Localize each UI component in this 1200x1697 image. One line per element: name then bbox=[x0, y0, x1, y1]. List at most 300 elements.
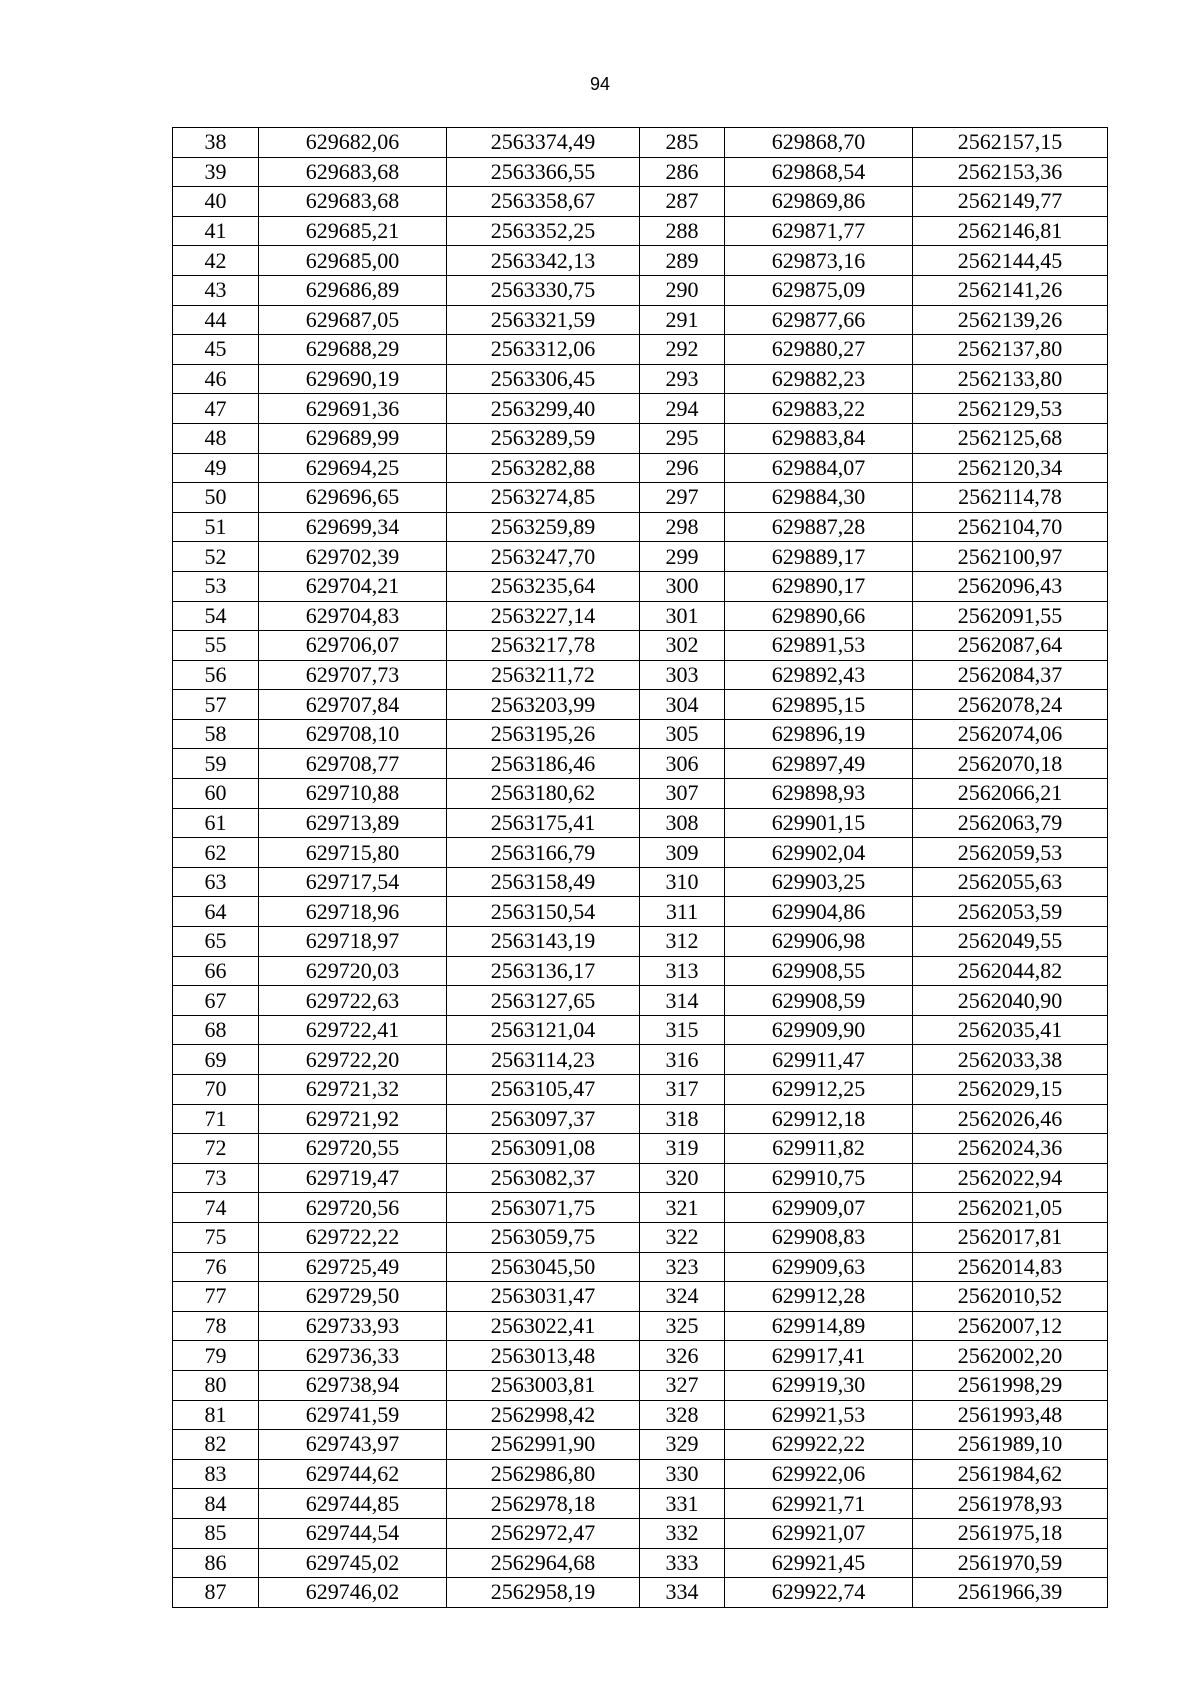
table-row bbox=[173, 1370, 1108, 1400]
page-number: 94 bbox=[589, 74, 611, 94]
y-coordinate-cell: 2562146,81 bbox=[913, 216, 1108, 246]
x-coordinate-cell: 629891,53 bbox=[725, 631, 913, 661]
table-row bbox=[173, 246, 1108, 276]
y-coordinate-cell: 2563166,79 bbox=[447, 838, 640, 868]
y-coordinate-cell: 2563321,59 bbox=[447, 305, 640, 335]
y-coordinate-cell: 2563299,40 bbox=[447, 394, 640, 424]
point-number-cell: 86 bbox=[173, 1548, 259, 1578]
table-row bbox=[173, 690, 1108, 720]
point-number-cell: 84 bbox=[173, 1489, 259, 1519]
x-coordinate-cell: 629908,83 bbox=[725, 1222, 913, 1252]
y-coordinate-cell: 2563217,78 bbox=[447, 631, 640, 661]
y-coordinate-cell: 2562017,81 bbox=[913, 1222, 1108, 1252]
table-row bbox=[173, 808, 1108, 838]
y-coordinate-cell: 2562104,70 bbox=[913, 512, 1108, 542]
y-coordinate-cell: 2563082,37 bbox=[447, 1163, 640, 1193]
y-coordinate-cell: 2563330,75 bbox=[447, 275, 640, 305]
point-number-cell: 319 bbox=[640, 1134, 725, 1164]
x-coordinate-cell: 629682,06 bbox=[259, 128, 447, 158]
x-coordinate-cell: 629725,49 bbox=[259, 1252, 447, 1282]
y-coordinate-cell: 2562141,26 bbox=[913, 275, 1108, 305]
point-number-cell: 311 bbox=[640, 897, 725, 927]
point-number-cell: 75 bbox=[173, 1222, 259, 1252]
point-number-cell: 38 bbox=[173, 128, 259, 158]
point-number-cell: 322 bbox=[640, 1222, 725, 1252]
x-coordinate-cell: 629911,47 bbox=[725, 1045, 913, 1075]
x-coordinate-cell: 629921,53 bbox=[725, 1400, 913, 1430]
y-coordinate-cell: 2562157,15 bbox=[913, 128, 1108, 158]
y-coordinate-cell: 2562002,20 bbox=[913, 1341, 1108, 1371]
point-number-cell: 48 bbox=[173, 423, 259, 453]
y-coordinate-cell: 2562063,79 bbox=[913, 808, 1108, 838]
x-coordinate-cell: 629917,41 bbox=[725, 1341, 913, 1371]
point-number-cell: 80 bbox=[173, 1370, 259, 1400]
y-coordinate-cell: 2562084,37 bbox=[913, 660, 1108, 690]
table-row bbox=[173, 1430, 1108, 1460]
y-coordinate-cell: 2563071,75 bbox=[447, 1193, 640, 1223]
y-coordinate-cell: 2563227,14 bbox=[447, 601, 640, 631]
point-number-cell: 44 bbox=[173, 305, 259, 335]
point-number-cell: 333 bbox=[640, 1548, 725, 1578]
y-coordinate-cell: 2561993,48 bbox=[913, 1400, 1108, 1430]
x-coordinate-cell: 629720,55 bbox=[259, 1134, 447, 1164]
x-coordinate-cell: 629880,27 bbox=[725, 335, 913, 365]
point-number-cell: 45 bbox=[173, 335, 259, 365]
point-number-cell: 301 bbox=[640, 601, 725, 631]
point-number-cell: 312 bbox=[640, 927, 725, 957]
y-coordinate-cell: 2563366,55 bbox=[447, 157, 640, 187]
x-coordinate-cell: 629686,89 bbox=[259, 275, 447, 305]
y-coordinate-cell: 2561984,62 bbox=[913, 1459, 1108, 1489]
x-coordinate-cell: 629892,43 bbox=[725, 660, 913, 690]
x-coordinate-cell: 629733,93 bbox=[259, 1311, 447, 1341]
point-number-cell: 285 bbox=[640, 128, 725, 158]
point-number-cell: 331 bbox=[640, 1489, 725, 1519]
point-number-cell: 309 bbox=[640, 838, 725, 868]
y-coordinate-cell: 2562074,06 bbox=[913, 719, 1108, 749]
point-number-cell: 57 bbox=[173, 690, 259, 720]
point-number-cell: 65 bbox=[173, 927, 259, 957]
table-row bbox=[173, 631, 1108, 661]
table-row bbox=[173, 1548, 1108, 1578]
table-row bbox=[173, 128, 1108, 158]
point-number-cell: 42 bbox=[173, 246, 259, 276]
table-row bbox=[173, 1311, 1108, 1341]
point-number-cell: 295 bbox=[640, 423, 725, 453]
y-coordinate-cell: 2562059,53 bbox=[913, 838, 1108, 868]
table-row bbox=[173, 1075, 1108, 1105]
x-coordinate-cell: 629895,15 bbox=[725, 690, 913, 720]
y-coordinate-cell: 2562114,78 bbox=[913, 483, 1108, 513]
x-coordinate-cell: 629922,06 bbox=[725, 1459, 913, 1489]
point-number-cell: 320 bbox=[640, 1163, 725, 1193]
point-number-cell: 71 bbox=[173, 1104, 259, 1134]
x-coordinate-cell: 629706,07 bbox=[259, 631, 447, 661]
y-coordinate-cell: 2563114,23 bbox=[447, 1045, 640, 1075]
x-coordinate-cell: 629903,25 bbox=[725, 867, 913, 897]
x-coordinate-cell: 629898,93 bbox=[725, 779, 913, 809]
point-number-cell: 81 bbox=[173, 1400, 259, 1430]
y-coordinate-cell: 2561978,93 bbox=[913, 1489, 1108, 1519]
point-number-cell: 46 bbox=[173, 364, 259, 394]
y-coordinate-cell: 2563312,06 bbox=[447, 335, 640, 365]
y-coordinate-cell: 2563150,54 bbox=[447, 897, 640, 927]
x-coordinate-cell: 629707,73 bbox=[259, 660, 447, 690]
x-coordinate-cell: 629685,21 bbox=[259, 216, 447, 246]
y-coordinate-cell: 2563306,45 bbox=[447, 364, 640, 394]
x-coordinate-cell: 629687,05 bbox=[259, 305, 447, 335]
x-coordinate-cell: 629745,02 bbox=[259, 1548, 447, 1578]
point-number-cell: 300 bbox=[640, 571, 725, 601]
x-coordinate-cell: 629729,50 bbox=[259, 1282, 447, 1312]
y-coordinate-cell: 2563274,85 bbox=[447, 483, 640, 513]
point-number-cell: 310 bbox=[640, 867, 725, 897]
x-coordinate-cell: 629704,21 bbox=[259, 571, 447, 601]
y-coordinate-cell: 2563195,26 bbox=[447, 719, 640, 749]
point-number-cell: 327 bbox=[640, 1370, 725, 1400]
y-coordinate-cell: 2562986,80 bbox=[447, 1459, 640, 1489]
table-row bbox=[173, 394, 1108, 424]
table-row bbox=[173, 956, 1108, 986]
table-row bbox=[173, 512, 1108, 542]
y-coordinate-cell: 2562964,68 bbox=[447, 1548, 640, 1578]
point-number-cell: 287 bbox=[640, 187, 725, 217]
y-coordinate-cell: 2562125,68 bbox=[913, 423, 1108, 453]
y-coordinate-cell: 2561970,59 bbox=[913, 1548, 1108, 1578]
y-coordinate-cell: 2561998,29 bbox=[913, 1370, 1108, 1400]
x-coordinate-cell: 629877,66 bbox=[725, 305, 913, 335]
x-coordinate-cell: 629901,15 bbox=[725, 808, 913, 838]
y-coordinate-cell: 2563059,75 bbox=[447, 1222, 640, 1252]
y-coordinate-cell: 2563374,49 bbox=[447, 128, 640, 158]
y-coordinate-cell: 2563136,17 bbox=[447, 956, 640, 986]
point-number-cell: 286 bbox=[640, 157, 725, 187]
y-coordinate-cell: 2562087,64 bbox=[913, 631, 1108, 661]
y-coordinate-cell: 2563235,64 bbox=[447, 571, 640, 601]
point-number-cell: 299 bbox=[640, 542, 725, 572]
table-row bbox=[173, 927, 1108, 957]
point-number-cell: 330 bbox=[640, 1459, 725, 1489]
y-coordinate-cell: 2562144,45 bbox=[913, 246, 1108, 276]
point-number-cell: 321 bbox=[640, 1193, 725, 1223]
x-coordinate-cell: 629890,66 bbox=[725, 601, 913, 631]
y-coordinate-cell: 2562055,63 bbox=[913, 867, 1108, 897]
point-number-cell: 289 bbox=[640, 246, 725, 276]
table-row bbox=[173, 986, 1108, 1016]
x-coordinate-cell: 629685,00 bbox=[259, 246, 447, 276]
point-number-cell: 59 bbox=[173, 749, 259, 779]
x-coordinate-cell: 629908,55 bbox=[725, 956, 913, 986]
x-coordinate-cell: 629741,59 bbox=[259, 1400, 447, 1430]
y-coordinate-cell: 2562096,43 bbox=[913, 571, 1108, 601]
x-coordinate-cell: 629746,02 bbox=[259, 1578, 447, 1608]
coordinates-table-body bbox=[173, 128, 1108, 1608]
point-number-cell: 60 bbox=[173, 779, 259, 809]
y-coordinate-cell: 2562029,15 bbox=[913, 1075, 1108, 1105]
table-row bbox=[173, 897, 1108, 927]
point-number-cell: 63 bbox=[173, 867, 259, 897]
point-number-cell: 74 bbox=[173, 1193, 259, 1223]
point-number-cell: 49 bbox=[173, 453, 259, 483]
table-row bbox=[173, 867, 1108, 897]
y-coordinate-cell: 2562053,59 bbox=[913, 897, 1108, 927]
x-coordinate-cell: 629871,77 bbox=[725, 216, 913, 246]
point-number-cell: 41 bbox=[173, 216, 259, 246]
y-coordinate-cell: 2563358,67 bbox=[447, 187, 640, 217]
point-number-cell: 317 bbox=[640, 1075, 725, 1105]
point-number-cell: 53 bbox=[173, 571, 259, 601]
y-coordinate-cell: 2562129,53 bbox=[913, 394, 1108, 424]
y-coordinate-cell: 2562040,90 bbox=[913, 986, 1108, 1016]
y-coordinate-cell: 2563203,99 bbox=[447, 690, 640, 720]
y-coordinate-cell: 2562049,55 bbox=[913, 927, 1108, 957]
x-coordinate-cell: 629720,03 bbox=[259, 956, 447, 986]
x-coordinate-cell: 629882,23 bbox=[725, 364, 913, 394]
table-row bbox=[173, 1518, 1108, 1548]
x-coordinate-cell: 629921,45 bbox=[725, 1548, 913, 1578]
point-number-cell: 318 bbox=[640, 1104, 725, 1134]
point-number-cell: 72 bbox=[173, 1134, 259, 1164]
x-coordinate-cell: 629869,86 bbox=[725, 187, 913, 217]
table-row bbox=[173, 1134, 1108, 1164]
x-coordinate-cell: 629744,62 bbox=[259, 1459, 447, 1489]
y-coordinate-cell: 2561966,39 bbox=[913, 1578, 1108, 1608]
y-coordinate-cell: 2563121,04 bbox=[447, 1015, 640, 1045]
coordinates-table bbox=[172, 127, 1108, 1608]
x-coordinate-cell: 629884,30 bbox=[725, 483, 913, 513]
x-coordinate-cell: 629868,54 bbox=[725, 157, 913, 187]
x-coordinate-cell: 629690,19 bbox=[259, 364, 447, 394]
y-coordinate-cell: 2562044,82 bbox=[913, 956, 1108, 986]
table-row bbox=[173, 157, 1108, 187]
point-number-cell: 68 bbox=[173, 1015, 259, 1045]
y-coordinate-cell: 2562026,46 bbox=[913, 1104, 1108, 1134]
y-coordinate-cell: 2563105,47 bbox=[447, 1075, 640, 1105]
table-row bbox=[173, 1104, 1108, 1134]
y-coordinate-cell: 2562958,19 bbox=[447, 1578, 640, 1608]
x-coordinate-cell: 629921,71 bbox=[725, 1489, 913, 1519]
x-coordinate-cell: 629911,82 bbox=[725, 1134, 913, 1164]
x-coordinate-cell: 629883,84 bbox=[725, 423, 913, 453]
y-coordinate-cell: 2562972,47 bbox=[447, 1518, 640, 1548]
table-row bbox=[173, 275, 1108, 305]
y-coordinate-cell: 2562024,36 bbox=[913, 1134, 1108, 1164]
x-coordinate-cell: 629743,97 bbox=[259, 1430, 447, 1460]
x-coordinate-cell: 629722,41 bbox=[259, 1015, 447, 1045]
table-row bbox=[173, 216, 1108, 246]
x-coordinate-cell: 629922,74 bbox=[725, 1578, 913, 1608]
x-coordinate-cell: 629873,16 bbox=[725, 246, 913, 276]
x-coordinate-cell: 629889,17 bbox=[725, 542, 913, 572]
point-number-cell: 288 bbox=[640, 216, 725, 246]
x-coordinate-cell: 629884,07 bbox=[725, 453, 913, 483]
x-coordinate-cell: 629722,22 bbox=[259, 1222, 447, 1252]
y-coordinate-cell: 2563247,70 bbox=[447, 542, 640, 572]
x-coordinate-cell: 629688,29 bbox=[259, 335, 447, 365]
y-coordinate-cell: 2563045,50 bbox=[447, 1252, 640, 1282]
y-coordinate-cell: 2563031,47 bbox=[447, 1282, 640, 1312]
y-coordinate-cell: 2563022,41 bbox=[447, 1311, 640, 1341]
point-number-cell: 56 bbox=[173, 660, 259, 690]
table-row bbox=[173, 453, 1108, 483]
table-row bbox=[173, 719, 1108, 749]
y-coordinate-cell: 2562139,26 bbox=[913, 305, 1108, 335]
table-row bbox=[173, 364, 1108, 394]
x-coordinate-cell: 629689,99 bbox=[259, 423, 447, 453]
x-coordinate-cell: 629883,22 bbox=[725, 394, 913, 424]
table-row bbox=[173, 1341, 1108, 1371]
y-coordinate-cell: 2563003,81 bbox=[447, 1370, 640, 1400]
point-number-cell: 62 bbox=[173, 838, 259, 868]
point-number-cell: 294 bbox=[640, 394, 725, 424]
point-number-cell: 40 bbox=[173, 187, 259, 217]
y-coordinate-cell: 2562153,36 bbox=[913, 157, 1108, 187]
x-coordinate-cell: 629699,34 bbox=[259, 512, 447, 542]
point-number-cell: 82 bbox=[173, 1430, 259, 1460]
y-coordinate-cell: 2562022,94 bbox=[913, 1163, 1108, 1193]
table-row bbox=[173, 335, 1108, 365]
y-coordinate-cell: 2563282,88 bbox=[447, 453, 640, 483]
point-number-cell: 292 bbox=[640, 335, 725, 365]
x-coordinate-cell: 629721,32 bbox=[259, 1075, 447, 1105]
table-row bbox=[173, 749, 1108, 779]
point-number-cell: 85 bbox=[173, 1518, 259, 1548]
y-coordinate-cell: 2561975,18 bbox=[913, 1518, 1108, 1548]
point-number-cell: 297 bbox=[640, 483, 725, 513]
point-number-cell: 298 bbox=[640, 512, 725, 542]
point-number-cell: 329 bbox=[640, 1430, 725, 1460]
point-number-cell: 306 bbox=[640, 749, 725, 779]
point-number-cell: 323 bbox=[640, 1252, 725, 1282]
point-number-cell: 303 bbox=[640, 660, 725, 690]
x-coordinate-cell: 629922,22 bbox=[725, 1430, 913, 1460]
point-number-cell: 87 bbox=[173, 1578, 259, 1608]
table-row bbox=[173, 1252, 1108, 1282]
x-coordinate-cell: 629720,56 bbox=[259, 1193, 447, 1223]
point-number-cell: 316 bbox=[640, 1045, 725, 1075]
x-coordinate-cell: 629910,75 bbox=[725, 1163, 913, 1193]
point-number-cell: 304 bbox=[640, 690, 725, 720]
x-coordinate-cell: 629713,89 bbox=[259, 808, 447, 838]
x-coordinate-cell: 629722,20 bbox=[259, 1045, 447, 1075]
point-number-cell: 43 bbox=[173, 275, 259, 305]
y-coordinate-cell: 2563259,89 bbox=[447, 512, 640, 542]
y-coordinate-cell: 2563180,62 bbox=[447, 779, 640, 809]
y-coordinate-cell: 2562007,12 bbox=[913, 1311, 1108, 1341]
x-coordinate-cell: 629909,90 bbox=[725, 1015, 913, 1045]
x-coordinate-cell: 629717,54 bbox=[259, 867, 447, 897]
point-number-cell: 314 bbox=[640, 986, 725, 1016]
table-row bbox=[173, 1015, 1108, 1045]
table-row bbox=[173, 1400, 1108, 1430]
x-coordinate-cell: 629906,98 bbox=[725, 927, 913, 957]
table-row bbox=[173, 660, 1108, 690]
table-row bbox=[173, 571, 1108, 601]
x-coordinate-cell: 629890,17 bbox=[725, 571, 913, 601]
point-number-cell: 293 bbox=[640, 364, 725, 394]
y-coordinate-cell: 2563186,46 bbox=[447, 749, 640, 779]
point-number-cell: 50 bbox=[173, 483, 259, 513]
point-number-cell: 302 bbox=[640, 631, 725, 661]
point-number-cell: 315 bbox=[640, 1015, 725, 1045]
y-coordinate-cell: 2563289,59 bbox=[447, 423, 640, 453]
point-number-cell: 290 bbox=[640, 275, 725, 305]
table-row bbox=[173, 1578, 1108, 1608]
point-number-cell: 51 bbox=[173, 512, 259, 542]
x-coordinate-cell: 629694,25 bbox=[259, 453, 447, 483]
table-row bbox=[173, 1222, 1108, 1252]
y-coordinate-cell: 2562149,77 bbox=[913, 187, 1108, 217]
y-coordinate-cell: 2562033,38 bbox=[913, 1045, 1108, 1075]
x-coordinate-cell: 629708,77 bbox=[259, 749, 447, 779]
point-number-cell: 79 bbox=[173, 1341, 259, 1371]
point-number-cell: 334 bbox=[640, 1578, 725, 1608]
point-number-cell: 66 bbox=[173, 956, 259, 986]
y-coordinate-cell: 2563013,48 bbox=[447, 1341, 640, 1371]
table-row bbox=[173, 423, 1108, 453]
x-coordinate-cell: 629683,68 bbox=[259, 187, 447, 217]
y-coordinate-cell: 2563091,08 bbox=[447, 1134, 640, 1164]
point-number-cell: 61 bbox=[173, 808, 259, 838]
table-row bbox=[173, 1282, 1108, 1312]
x-coordinate-cell: 629719,47 bbox=[259, 1163, 447, 1193]
y-coordinate-cell: 2562998,42 bbox=[447, 1400, 640, 1430]
point-number-cell: 326 bbox=[640, 1341, 725, 1371]
point-number-cell: 77 bbox=[173, 1282, 259, 1312]
x-coordinate-cell: 629744,54 bbox=[259, 1518, 447, 1548]
x-coordinate-cell: 629718,97 bbox=[259, 927, 447, 957]
y-coordinate-cell: 2563143,19 bbox=[447, 927, 640, 957]
x-coordinate-cell: 629738,94 bbox=[259, 1370, 447, 1400]
y-coordinate-cell: 2563211,72 bbox=[447, 660, 640, 690]
y-coordinate-cell: 2562066,21 bbox=[913, 779, 1108, 809]
x-coordinate-cell: 629887,28 bbox=[725, 512, 913, 542]
point-number-cell: 83 bbox=[173, 1459, 259, 1489]
x-coordinate-cell: 629896,19 bbox=[725, 719, 913, 749]
point-number-cell: 73 bbox=[173, 1163, 259, 1193]
point-number-cell: 307 bbox=[640, 779, 725, 809]
y-coordinate-cell: 2562010,52 bbox=[913, 1282, 1108, 1312]
x-coordinate-cell: 629721,92 bbox=[259, 1104, 447, 1134]
y-coordinate-cell: 2562120,34 bbox=[913, 453, 1108, 483]
x-coordinate-cell: 629908,59 bbox=[725, 986, 913, 1016]
x-coordinate-cell: 629691,36 bbox=[259, 394, 447, 424]
table-row bbox=[173, 1163, 1108, 1193]
point-number-cell: 325 bbox=[640, 1311, 725, 1341]
table-row bbox=[173, 1193, 1108, 1223]
point-number-cell: 64 bbox=[173, 897, 259, 927]
table-row bbox=[173, 601, 1108, 631]
y-coordinate-cell: 2563352,25 bbox=[447, 216, 640, 246]
point-number-cell: 54 bbox=[173, 601, 259, 631]
point-number-cell: 55 bbox=[173, 631, 259, 661]
x-coordinate-cell: 629704,83 bbox=[259, 601, 447, 631]
table-row bbox=[173, 838, 1108, 868]
point-number-cell: 296 bbox=[640, 453, 725, 483]
point-number-cell: 58 bbox=[173, 719, 259, 749]
x-coordinate-cell: 629912,25 bbox=[725, 1075, 913, 1105]
point-number-cell: 324 bbox=[640, 1282, 725, 1312]
point-number-cell: 52 bbox=[173, 542, 259, 572]
point-number-cell: 332 bbox=[640, 1518, 725, 1548]
x-coordinate-cell: 629912,18 bbox=[725, 1104, 913, 1134]
y-coordinate-cell: 2563175,41 bbox=[447, 808, 640, 838]
x-coordinate-cell: 629919,30 bbox=[725, 1370, 913, 1400]
table-row bbox=[173, 1489, 1108, 1519]
x-coordinate-cell: 629875,09 bbox=[725, 275, 913, 305]
y-coordinate-cell: 2562070,18 bbox=[913, 749, 1108, 779]
y-coordinate-cell: 2563097,37 bbox=[447, 1104, 640, 1134]
